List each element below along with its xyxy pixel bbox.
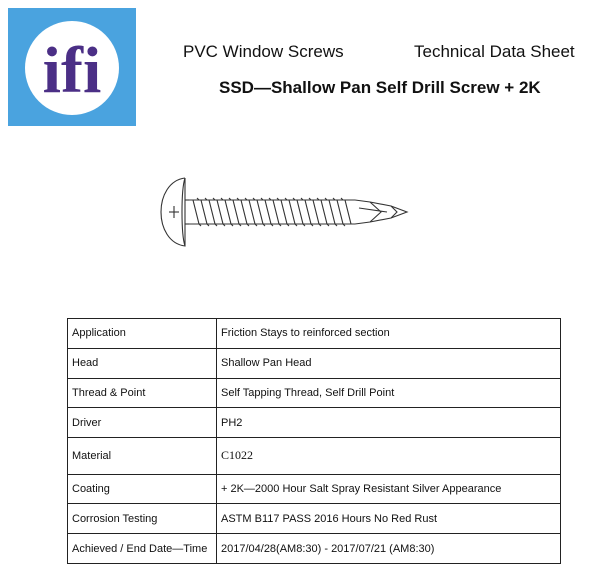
table-row (68, 504, 561, 534)
spec-value: ASTM B117 PASS 2016 Hours No Red Rust (217, 504, 561, 534)
spec-label: Application (68, 319, 217, 349)
spec-label: Achieved / End Date—Time (68, 534, 217, 564)
spec-value: + 2K—2000 Hour Salt Spray Resistant Silver Appearance (217, 474, 561, 504)
spec-label: Head (68, 348, 217, 378)
table-row (68, 408, 561, 438)
spec-value: Self Tapping Thread, Self Drill Point (217, 378, 561, 408)
spec-label: Material (68, 438, 217, 475)
table-row (68, 348, 561, 378)
spec-label: Coating (68, 474, 217, 504)
spec-value: Shallow Pan Head (217, 348, 561, 378)
table-row (68, 378, 561, 408)
document-category: PVC Window Screws (183, 42, 344, 61)
ifi-logo-icon (8, 8, 136, 126)
spec-value: PH2 (217, 408, 561, 438)
table-row (68, 438, 561, 475)
document-type: Technical Data Sheet (414, 42, 575, 61)
spec-table (67, 318, 561, 564)
logo-text: ifi (42, 34, 102, 107)
spec-value: C1022 (217, 438, 561, 475)
table-row (68, 474, 561, 504)
ifi-logo (8, 8, 136, 126)
screw-drawing-icon (155, 170, 420, 255)
spec-label: Thread & Point (68, 378, 217, 408)
product-title: SSD—Shallow Pan Self Drill Screw + 2K (219, 78, 541, 97)
table-row (68, 319, 561, 349)
spec-label: Driver (68, 408, 217, 438)
spec-label: Corrosion Testing (68, 504, 217, 534)
spec-value: Friction Stays to reinforced section (217, 319, 561, 349)
spec-value: 2017/04/28(AM8:30) - 2017/07/21 (AM8:30) (217, 534, 561, 564)
table-row (68, 534, 561, 564)
